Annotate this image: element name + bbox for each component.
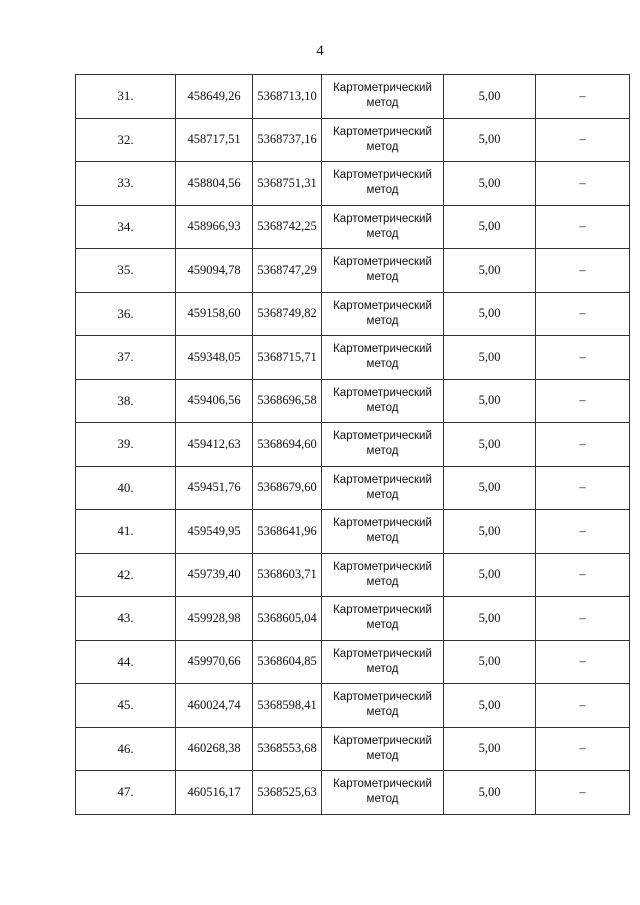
table-row [76,510,630,554]
point-number-cell: 35. [76,249,176,293]
y-coordinate-cell: 5368605,04 [253,597,322,641]
x-coordinate-cell: 459549,95 [176,510,253,554]
method-cell: Картометрический метод [322,727,444,771]
method-cell: Картометрический метод [322,466,444,510]
description-cell: – [536,249,630,293]
point-number-cell: 33. [76,162,176,206]
table-row [76,162,630,206]
x-coordinate-cell: 460268,38 [176,727,253,771]
accuracy-cell: 5,00 [444,771,536,815]
description-cell: – [536,640,630,684]
point-number-cell: 43. [76,597,176,641]
point-number-cell: 47. [76,771,176,815]
table-row [76,379,630,423]
point-number-cell: 32. [76,118,176,162]
y-coordinate-cell: 5368742,25 [253,205,322,249]
x-coordinate-cell: 458717,51 [176,118,253,162]
accuracy-cell: 5,00 [444,684,536,728]
description-cell: – [536,292,630,336]
coordinates-table [75,74,630,815]
table-row [76,336,630,380]
x-coordinate-cell: 458966,93 [176,205,253,249]
table-row [76,249,630,293]
table-row [76,727,630,771]
method-cell: Картометрический метод [322,118,444,162]
table-row [76,640,630,684]
description-cell: – [536,205,630,249]
table-row [76,423,630,467]
point-number-cell: 44. [76,640,176,684]
table-row [76,75,630,119]
x-coordinate-cell: 459158,60 [176,292,253,336]
y-coordinate-cell: 5368525,63 [253,771,322,815]
accuracy-cell: 5,00 [444,727,536,771]
y-coordinate-cell: 5368679,60 [253,466,322,510]
table-row [76,684,630,728]
description-cell: – [536,162,630,206]
accuracy-cell: 5,00 [444,640,536,684]
description-cell: – [536,336,630,380]
y-coordinate-cell: 5368747,29 [253,249,322,293]
description-cell: – [536,75,630,119]
x-coordinate-cell: 460024,74 [176,684,253,728]
description-cell: – [536,727,630,771]
description-cell: – [536,684,630,728]
y-coordinate-cell: 5368715,71 [253,336,322,380]
y-coordinate-cell: 5368749,82 [253,292,322,336]
y-coordinate-cell: 5368604,85 [253,640,322,684]
point-number-cell: 37. [76,336,176,380]
description-cell: – [536,423,630,467]
point-number-cell: 31. [76,75,176,119]
accuracy-cell: 5,00 [444,553,536,597]
description-cell: – [536,379,630,423]
coordinates-table-body [76,75,630,815]
table-row [76,466,630,510]
accuracy-cell: 5,00 [444,292,536,336]
table-row [76,205,630,249]
point-number-cell: 39. [76,423,176,467]
point-number-cell: 36. [76,292,176,336]
y-coordinate-cell: 5368603,71 [253,553,322,597]
y-coordinate-cell: 5368696,58 [253,379,322,423]
accuracy-cell: 5,00 [444,510,536,554]
accuracy-cell: 5,00 [444,423,536,467]
point-number-cell: 40. [76,466,176,510]
table-row [76,553,630,597]
x-coordinate-cell: 459412,63 [176,423,253,467]
table-row [76,771,630,815]
x-coordinate-cell: 459451,76 [176,466,253,510]
y-coordinate-cell: 5368751,31 [253,162,322,206]
y-coordinate-cell: 5368737,16 [253,118,322,162]
method-cell: Картометрический метод [322,510,444,554]
point-number-cell: 34. [76,205,176,249]
table-row [76,597,630,641]
x-coordinate-cell: 459348,05 [176,336,253,380]
method-cell: Картометрический метод [322,771,444,815]
method-cell: Картометрический метод [322,597,444,641]
y-coordinate-cell: 5368553,68 [253,727,322,771]
method-cell: Картометрический метод [322,75,444,119]
accuracy-cell: 5,00 [444,597,536,641]
x-coordinate-cell: 458804,56 [176,162,253,206]
method-cell: Картометрический метод [322,640,444,684]
method-cell: Картометрический метод [322,684,444,728]
method-cell: Картометрический метод [322,379,444,423]
method-cell: Картометрический метод [322,553,444,597]
y-coordinate-cell: 5368694,60 [253,423,322,467]
accuracy-cell: 5,00 [444,249,536,293]
description-cell: – [536,553,630,597]
point-number-cell: 42. [76,553,176,597]
method-cell: Картометрический метод [322,292,444,336]
point-number-cell: 45. [76,684,176,728]
point-number-cell: 41. [76,510,176,554]
page-number: 4 [316,43,324,59]
x-coordinate-cell: 459739,40 [176,553,253,597]
method-cell: Картометрический метод [322,423,444,467]
point-number-cell: 38. [76,379,176,423]
description-cell: – [536,597,630,641]
y-coordinate-cell: 5368598,41 [253,684,322,728]
y-coordinate-cell: 5368641,96 [253,510,322,554]
x-coordinate-cell: 459406,56 [176,379,253,423]
x-coordinate-cell: 460516,17 [176,771,253,815]
method-cell: Картометрический метод [322,162,444,206]
description-cell: – [536,771,630,815]
method-cell: Картометрический метод [322,336,444,380]
x-coordinate-cell: 459970,66 [176,640,253,684]
x-coordinate-cell: 459094,78 [176,249,253,293]
accuracy-cell: 5,00 [444,379,536,423]
accuracy-cell: 5,00 [444,205,536,249]
accuracy-cell: 5,00 [444,75,536,119]
description-cell: – [536,466,630,510]
accuracy-cell: 5,00 [444,336,536,380]
x-coordinate-cell: 459928,98 [176,597,253,641]
point-number-cell: 46. [76,727,176,771]
method-cell: Картометрический метод [322,205,444,249]
description-cell: – [536,510,630,554]
y-coordinate-cell: 5368713,10 [253,75,322,119]
accuracy-cell: 5,00 [444,162,536,206]
x-coordinate-cell: 458649,26 [176,75,253,119]
accuracy-cell: 5,00 [444,118,536,162]
accuracy-cell: 5,00 [444,466,536,510]
table-row [76,292,630,336]
method-cell: Картометрический метод [322,249,444,293]
description-cell: – [536,118,630,162]
table-row [76,118,630,162]
